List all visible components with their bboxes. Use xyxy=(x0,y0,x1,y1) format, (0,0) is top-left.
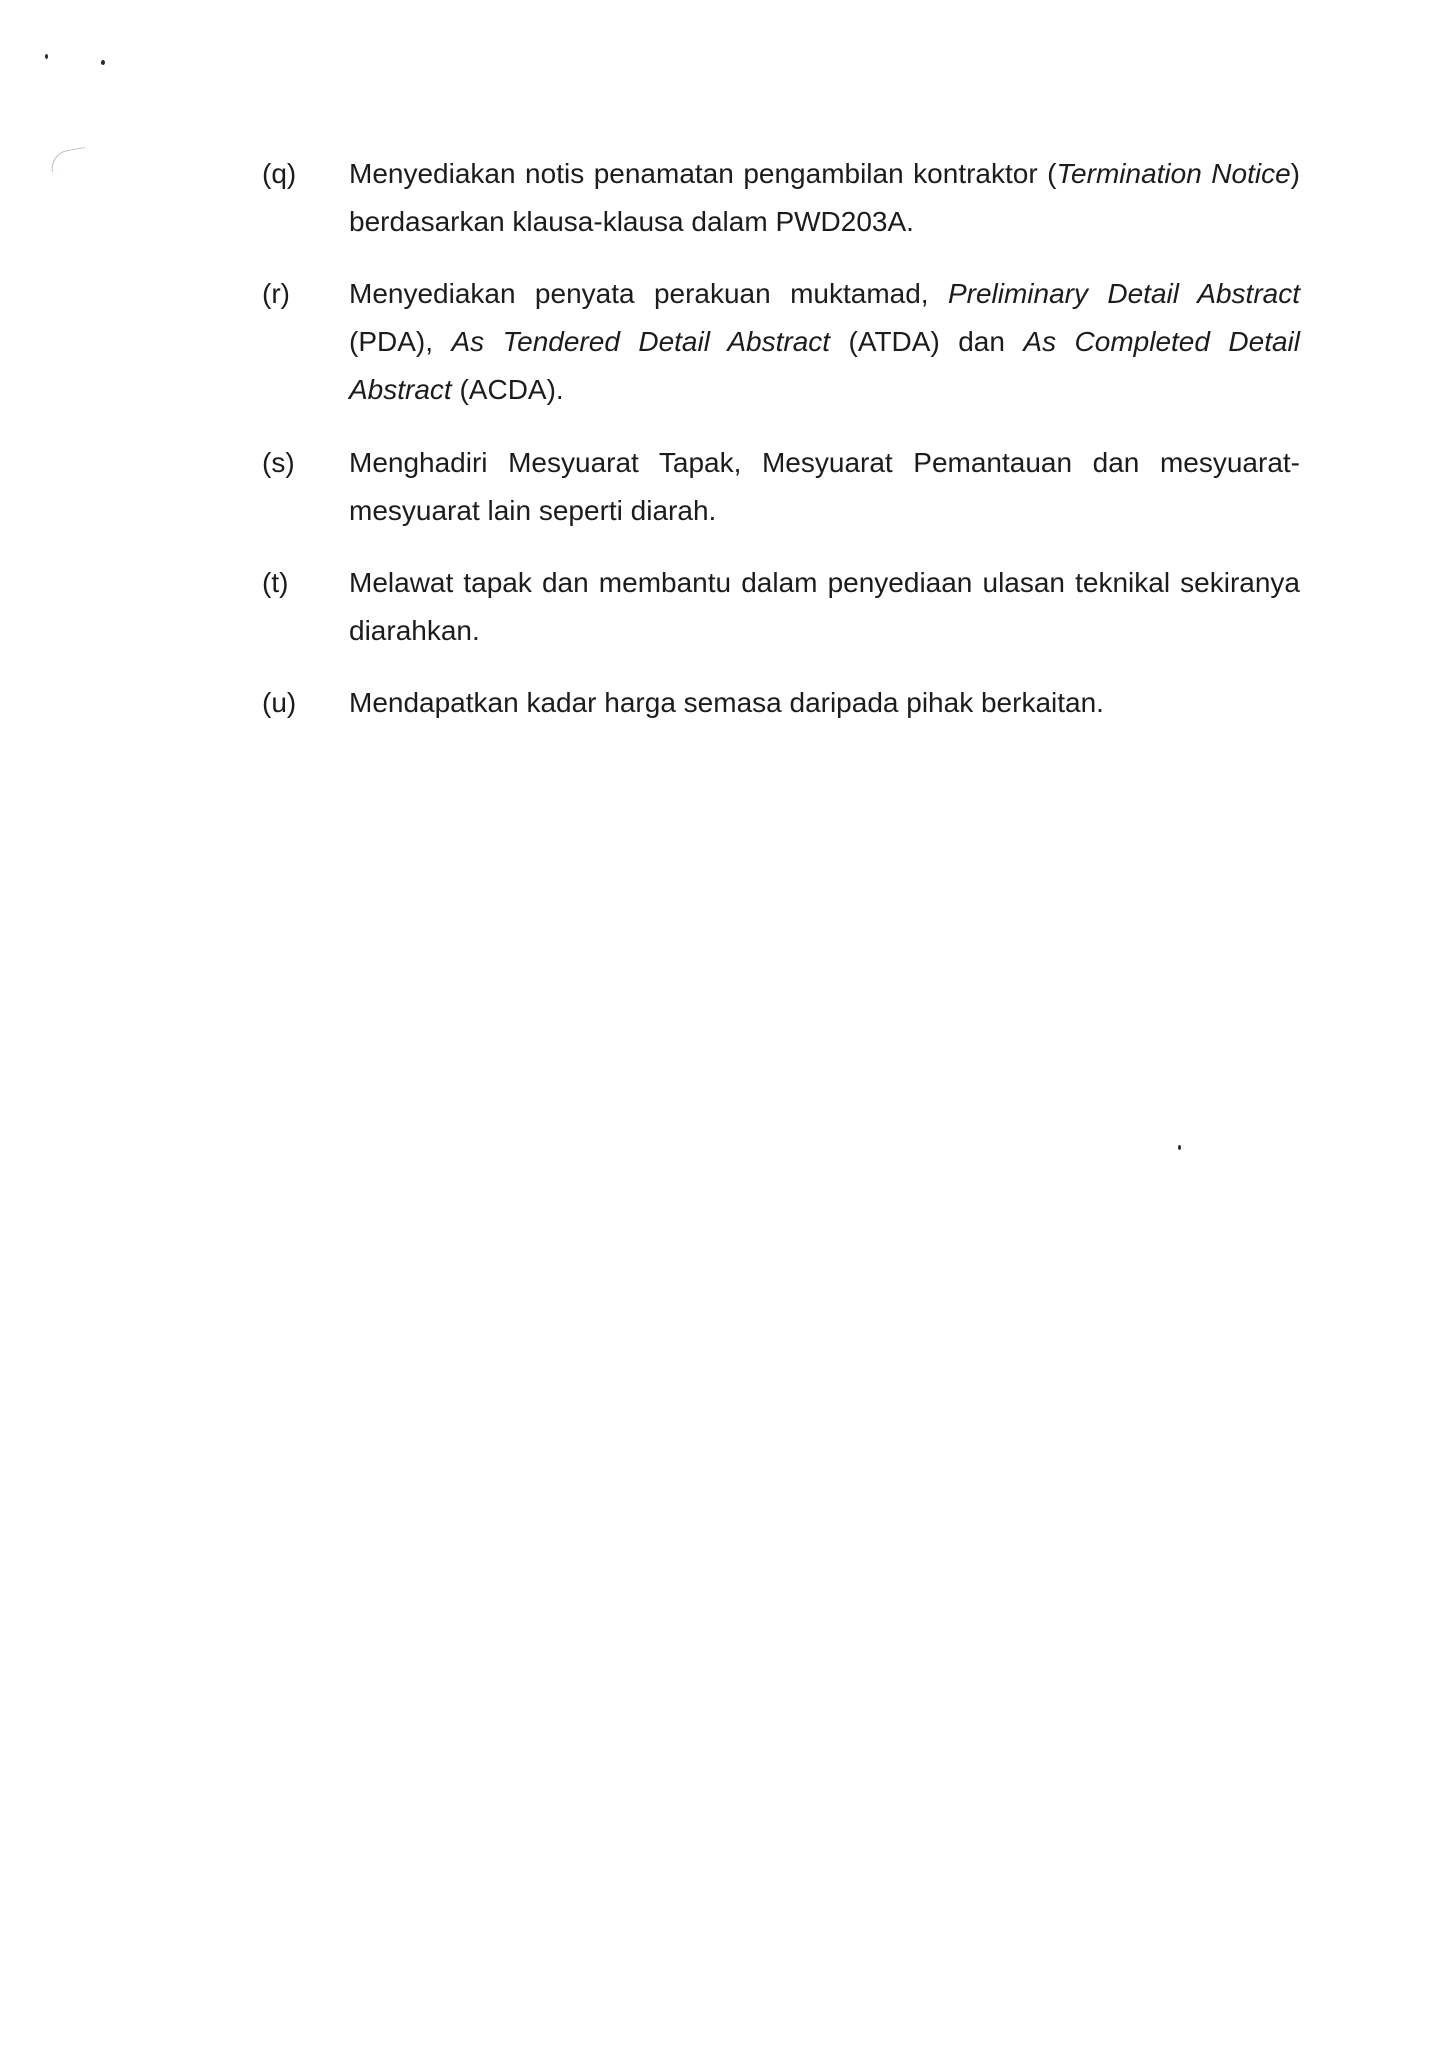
item-text-segment: Menyediakan penyata perakuan muktamad, xyxy=(349,278,948,309)
item-text-segment: (ATDA) dan xyxy=(830,326,1024,357)
item-text-segment: (ACDA). xyxy=(451,374,564,405)
item-text xyxy=(349,270,1300,414)
item-text-segment: (PDA), xyxy=(349,326,452,357)
item-text-segment: Preliminary Detail Abstract xyxy=(947,278,1301,309)
item-text xyxy=(349,679,1300,727)
item-text-segment: Mendapatkan kadar harga semasa daripada pihak berkaitan. xyxy=(349,687,1104,718)
item-text-segment: Termination Notice xyxy=(1056,158,1291,189)
scan-speck xyxy=(45,54,48,59)
item-text-segment: Menghadiri Mesyuarat Tapak, Mesyuarat Pemantauan dan mesyuarat-mesyuarat lain seperti diarah. xyxy=(349,447,1300,526)
item-text-segment: As Completed Detail Abstract xyxy=(349,326,1300,405)
item-label: (u) xyxy=(262,687,297,718)
item-label: (r) xyxy=(262,278,290,309)
scan-speck xyxy=(1178,1145,1181,1150)
scan-speck xyxy=(101,60,105,65)
item-text-segment: Menyediakan notis penamatan pengambilan kontraktor ( xyxy=(349,158,1057,189)
item-label: (s) xyxy=(262,447,295,478)
item-text-segment: As Tendered Detail Abstract xyxy=(451,326,831,357)
item-text-segment: Melawat tapak dan membantu dalam penyediaan ulasan teknikal sekiranya diarahkan. xyxy=(349,567,1300,646)
item-text-segment: ) berdasarkan klausa-klausa dalam PWD203A. xyxy=(349,158,1300,237)
item-label: (q) xyxy=(262,158,297,189)
item-text xyxy=(349,150,1300,246)
item-text xyxy=(349,559,1300,655)
scan-artifact xyxy=(49,147,89,172)
item-text xyxy=(349,439,1300,535)
item-label: (t) xyxy=(262,567,289,598)
